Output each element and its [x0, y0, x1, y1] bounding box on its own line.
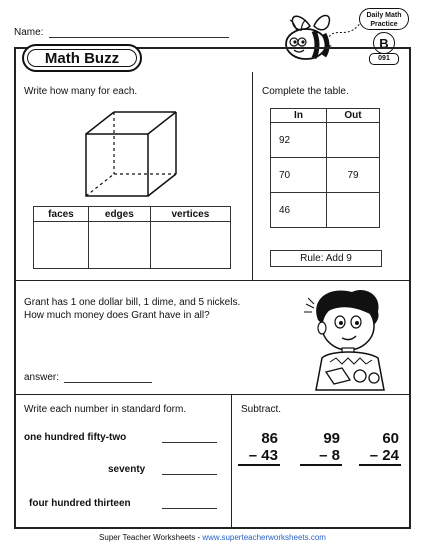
- page-title: Math Buzz: [27, 49, 137, 67]
- subtrahend: – 43: [248, 447, 278, 464]
- answer-bar[interactable]: [300, 464, 342, 466]
- name-line[interactable]: [49, 37, 229, 38]
- cube-figure: [82, 110, 182, 202]
- answer-bar[interactable]: [238, 464, 280, 466]
- subtraction-instruction: Subtract.: [241, 404, 282, 415]
- divider-h1: [14, 280, 411, 281]
- badge-letter: B: [373, 32, 395, 54]
- out-cell[interactable]: [327, 123, 380, 158]
- in-cell: 92: [271, 123, 327, 158]
- subtrahend: – 24: [369, 447, 399, 464]
- col-faces: faces: [34, 207, 89, 222]
- in-cell: 46: [271, 193, 327, 228]
- subtraction-problem: [300, 430, 342, 466]
- footer-text: Super Teacher Worksheets -: [99, 533, 203, 542]
- subtraction-problem: [359, 430, 401, 466]
- divider-h2: [14, 394, 411, 395]
- word-problem-line2: How much money does Grant have in all?: [24, 310, 210, 321]
- minuend: 86: [261, 430, 278, 447]
- standard-form-instruction: Write each number in standard form.: [24, 404, 187, 415]
- header-in: In: [271, 109, 327, 123]
- word-problem-line1: Grant has 1 one dollar bill, 1 dime, and 5 nickels.: [24, 297, 241, 308]
- col-edges: edges: [88, 207, 150, 222]
- header-out: Out: [327, 109, 380, 123]
- subtrahend: – 8: [319, 447, 340, 464]
- footer: [0, 533, 425, 542]
- footer-link[interactable]: www.superteacherworksheets.com: [202, 533, 326, 542]
- standard-form-answer-line[interactable]: [162, 442, 217, 443]
- standard-form-answer-line[interactable]: [162, 474, 217, 475]
- badge-number: 091: [369, 53, 399, 65]
- answer-bar[interactable]: [359, 464, 401, 466]
- vertices-answer-cell[interactable]: [150, 222, 230, 269]
- divider-v1: [252, 72, 253, 280]
- faces-answer-cell[interactable]: [34, 222, 89, 269]
- out-cell: 79: [327, 158, 380, 193]
- minuend: 99: [323, 430, 340, 447]
- cube-instruction: Write how many for each.: [24, 86, 138, 97]
- rule-box: Rule: Add 9: [270, 250, 382, 267]
- standard-form-item: seventy: [108, 464, 146, 475]
- subtraction-problem: [238, 430, 280, 466]
- out-cell[interactable]: [327, 193, 380, 228]
- answer-label: answer:: [24, 372, 60, 383]
- word-problem: [24, 296, 294, 322]
- col-vertices: vertices: [150, 207, 230, 222]
- standard-form-answer-line[interactable]: [162, 508, 217, 509]
- standard-form-item: four hundred thirteen: [29, 498, 131, 509]
- name-label: Name:: [14, 27, 44, 38]
- boy-with-money-illustration: [300, 284, 406, 392]
- answer-line[interactable]: [64, 382, 152, 383]
- in-cell: 70: [271, 158, 327, 193]
- title-badge: [22, 44, 142, 72]
- cube-answer-table: [33, 206, 231, 269]
- divider-v2: [231, 394, 232, 529]
- in-out-table: [270, 108, 380, 228]
- edges-answer-cell[interactable]: [88, 222, 150, 269]
- standard-form-item: one hundred fifty-two: [24, 432, 127, 443]
- minuend: 60: [382, 430, 399, 447]
- table-instruction: Complete the table.: [262, 86, 349, 97]
- badge-line1: Daily Math: [366, 12, 402, 19]
- badge-line2: Practice: [370, 21, 398, 28]
